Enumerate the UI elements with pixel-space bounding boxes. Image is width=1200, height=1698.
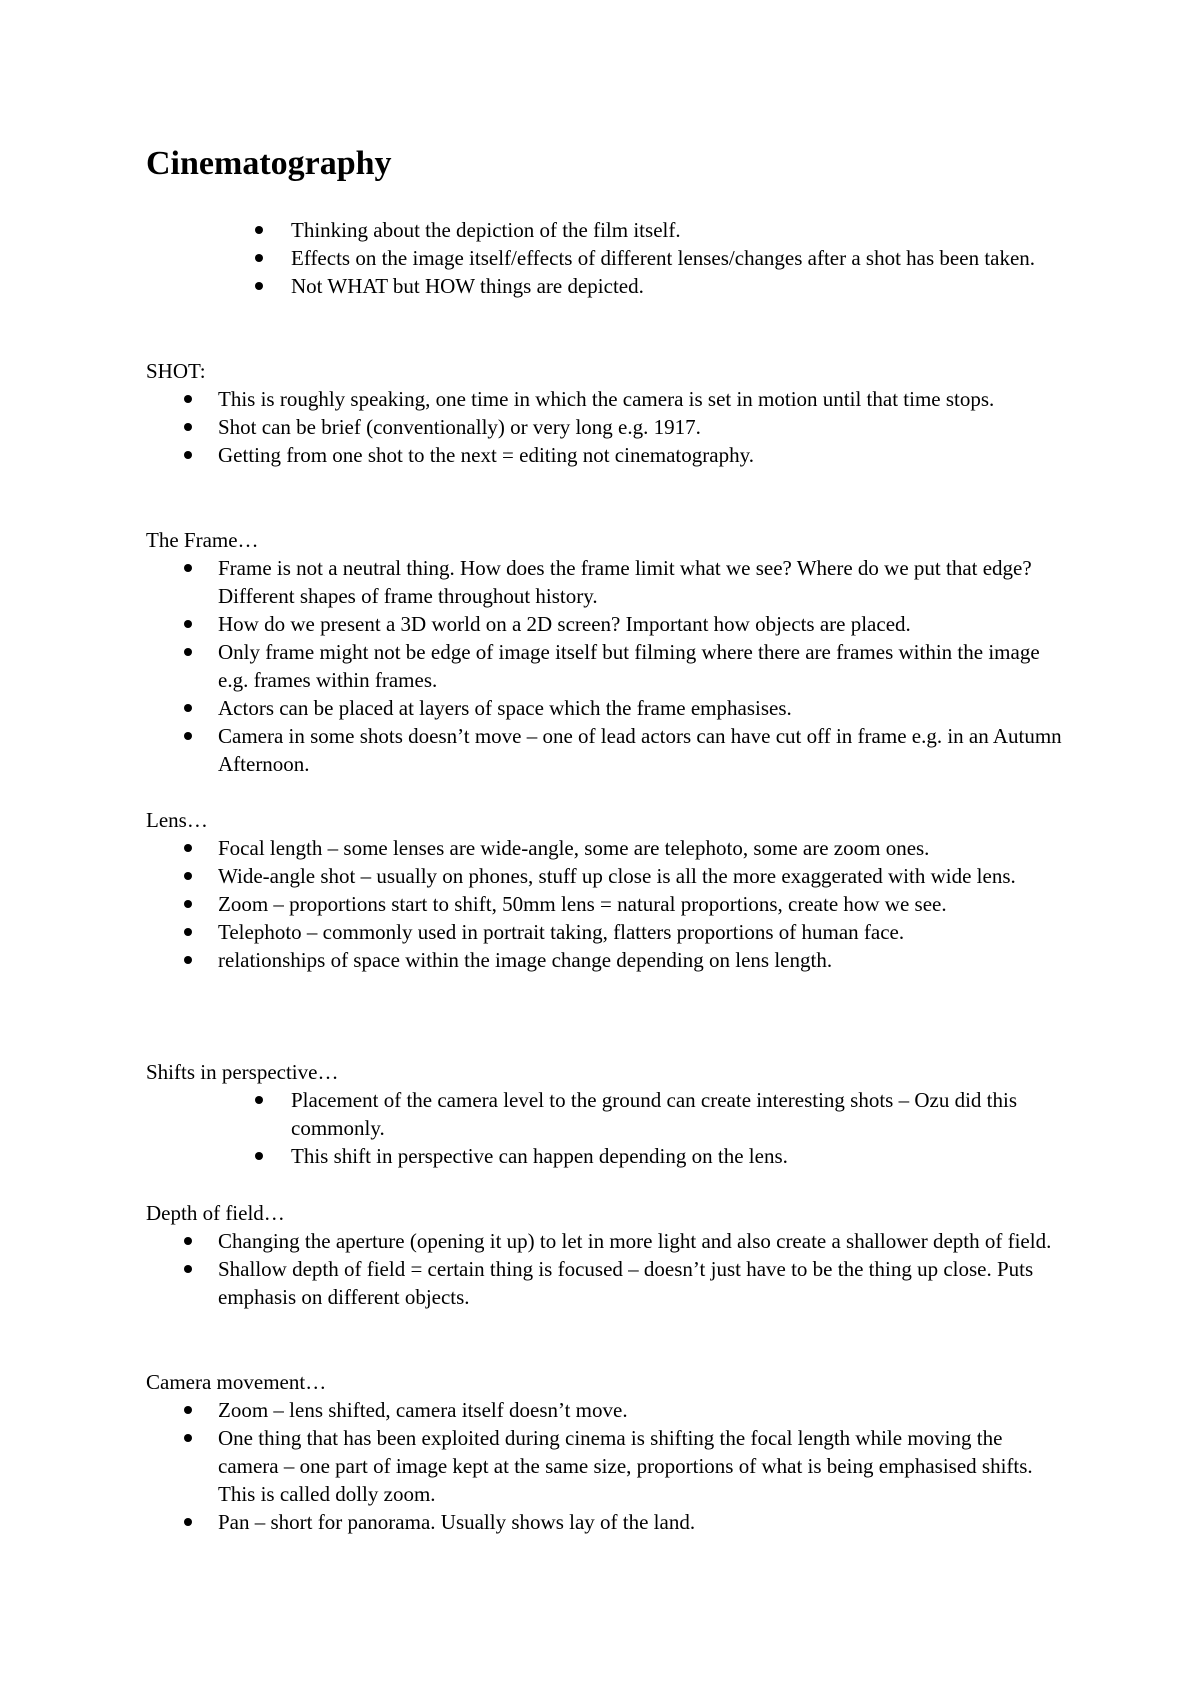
list-item: This is roughly speaking, one time in which the camera is set in motion until that time stops. xyxy=(218,385,1068,413)
list-item: How do we present a 3D world on a 2D screen? Important how objects are placed. xyxy=(218,610,1068,638)
bullet-icon xyxy=(184,844,192,852)
bullet-icon xyxy=(184,1518,192,1526)
page-title: Cinematography xyxy=(146,145,392,182)
list-item: relationships of space within the image change depending on lens length. xyxy=(218,946,1068,974)
bullet-icon xyxy=(184,872,192,880)
depth-list xyxy=(218,1227,1068,1311)
list-item: Shallow depth of field = certain thing is focused – doesn’t just have to be the thing up close. Puts emphasis on different objects. xyxy=(218,1255,1068,1311)
bullet-icon xyxy=(255,226,263,234)
list-item: Telephoto – commonly used in portrait taking, flatters proportions of human face. xyxy=(218,918,1068,946)
list-item: Actors can be placed at layers of space which the frame emphasises. xyxy=(218,694,1068,722)
list-item: Wide-angle shot – usually on phones, stuff up close is all the more exaggerated with wide lens. xyxy=(218,862,1068,890)
bullet-icon xyxy=(184,1434,192,1442)
bullet-icon xyxy=(184,928,192,936)
bullet-icon xyxy=(184,395,192,403)
list-item: Not WHAT but HOW things are depicted. xyxy=(291,272,1068,300)
list-item: Thinking about the depiction of the film itself. xyxy=(291,216,1068,244)
list-item: Getting from one shot to the next = editing not cinematography. xyxy=(218,441,1068,469)
list-item: This shift in perspective can happen depending on the lens. xyxy=(291,1142,1068,1170)
bullet-icon xyxy=(184,1265,192,1273)
section-heading-frame: The Frame… xyxy=(146,528,259,552)
bullet-icon xyxy=(255,1152,263,1160)
list-item: Effects on the image itself/effects of different lenses/changes after a shot has been taken. xyxy=(291,244,1068,272)
bullet-icon xyxy=(184,704,192,712)
perspective-list xyxy=(291,1086,1068,1170)
bullet-icon xyxy=(184,648,192,656)
movement-list xyxy=(218,1396,1068,1536)
bullet-icon xyxy=(184,1237,192,1245)
section-heading-lens: Lens… xyxy=(146,808,208,832)
list-item: Only frame might not be edge of image itself but filming where there are frames within the image e.g. frames within frames. xyxy=(218,638,1068,694)
frame-list xyxy=(218,554,1068,778)
section-heading-depth: Depth of field… xyxy=(146,1201,285,1225)
section-heading-shot: SHOT: xyxy=(146,359,206,383)
bullet-icon xyxy=(255,1096,263,1104)
list-item: One thing that has been exploited during cinema is shifting the focal length while moving the camera – one part of image kept at the same size, proportions of what is being emphasised shifts. This is called dolly zoom. xyxy=(218,1424,1068,1508)
shot-list xyxy=(218,385,1068,469)
lens-list xyxy=(218,834,1068,974)
list-item: Zoom – proportions start to shift, 50mm lens = natural proportions, create how we see. xyxy=(218,890,1068,918)
list-item: Placement of the camera level to the ground can create interesting shots – Ozu did this commonly. xyxy=(291,1086,1068,1142)
bullet-icon xyxy=(184,564,192,572)
section-heading-perspective: Shifts in perspective… xyxy=(146,1060,339,1084)
bullet-icon xyxy=(255,254,263,262)
bullet-icon xyxy=(184,620,192,628)
bullet-icon xyxy=(184,451,192,459)
list-item: Focal length – some lenses are wide-angle, some are telephoto, some are zoom ones. xyxy=(218,834,1068,862)
bullet-icon xyxy=(184,956,192,964)
list-item: Frame is not a neutral thing. How does the frame limit what we see? Where do we put that edge? Different shapes of frame throughout history. xyxy=(218,554,1068,610)
list-item: Zoom – lens shifted, camera itself doesn’t move. xyxy=(218,1396,1068,1424)
list-item: Shot can be brief (conventionally) or very long e.g. 1917. xyxy=(218,413,1068,441)
bullet-icon xyxy=(184,732,192,740)
list-item: Pan – short for panorama. Usually shows lay of the land. xyxy=(218,1508,1068,1536)
bullet-icon xyxy=(255,282,263,290)
bullet-icon xyxy=(184,1406,192,1414)
list-item: Changing the aperture (opening it up) to let in more light and also create a shallower depth of field. xyxy=(218,1227,1068,1255)
section-heading-movement: Camera movement… xyxy=(146,1370,327,1394)
list-item: Camera in some shots doesn’t move – one of lead actors can have cut off in frame e.g. in an Autumn Afternoon. xyxy=(218,722,1068,778)
bullet-icon xyxy=(184,900,192,908)
intro-list xyxy=(291,216,1068,300)
bullet-icon xyxy=(184,423,192,431)
